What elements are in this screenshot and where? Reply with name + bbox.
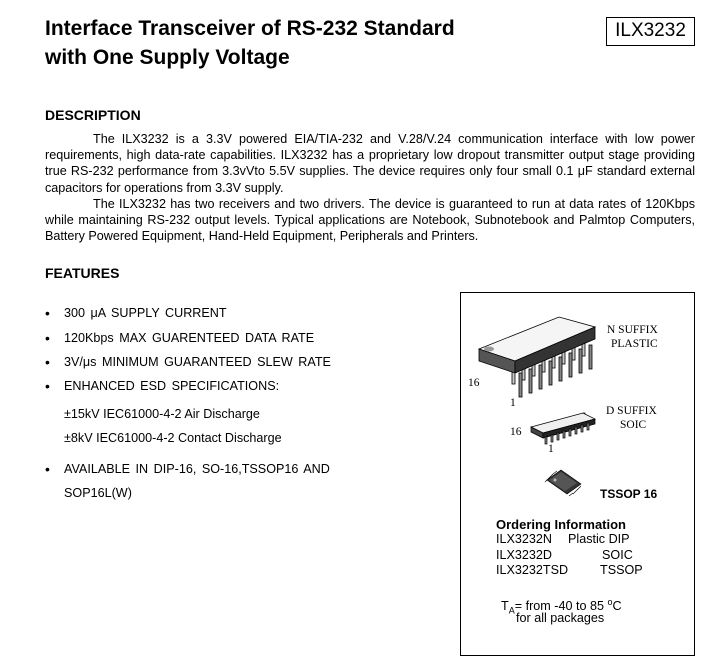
description-paragraph-2: The ILX3232 has two receivers and two drivers. The device is guaranteed to run at data rates of 120Kbps while maintaining RS-232 output levels. Typical applications are Notebook, Subnotebook and Palmtop Computers, Battery Powered Equipment, Hand-Held Equipment, Peripherals and Printers. (45, 196, 695, 244)
feature-text: 3V/μs MINIMUM GUARANTEED SLEW RATE (64, 355, 331, 369)
ordering-part-1: ILX3232N (496, 532, 553, 546)
d-suffix-soic: SOIC (620, 419, 647, 431)
bullet-icon: • (45, 461, 50, 477)
feature-item (45, 379, 279, 393)
temp-unit: C (612, 599, 622, 614)
ordering-heading: Ordering Information (496, 517, 626, 532)
ordering-part-2: ILX3232D (496, 548, 553, 562)
n-suffix-plastic: PLASTIC (611, 338, 658, 350)
bullet-icon: • (45, 330, 50, 346)
ordering-pkg-1: Plastic DIP (568, 532, 630, 546)
bullet-icon: • (45, 378, 50, 394)
dip-pin1-label: 1 (510, 397, 516, 409)
feature-item (45, 331, 314, 345)
ordering-pkg-3: TSSOP (600, 563, 643, 577)
feature-text: ENHANCED ESD SPECIFICATIONS: (64, 379, 280, 393)
d-suffix-label: D SUFFIX (606, 405, 657, 417)
temp-range-text: = from -40 to 85 (514, 599, 608, 614)
soic16-package-icon (527, 411, 599, 445)
title-line-2: with One Supply Voltage (45, 46, 290, 69)
dip-pin16-label: 16 (468, 377, 480, 389)
temperature-note: for all packages (516, 611, 605, 625)
n-suffix-label: N SUFFIX (607, 324, 658, 336)
tssop16-package-icon (543, 468, 585, 498)
description-paragraph-1: The ILX3232 is a 3.3V powered EIA/TIA-232 and V.28/V.24 communication interface with low power requirements, high data-rate capabilities. ILX3232 has a proprietary low dropout transmitter output stage providing true RS-232 performance from 3.3vVto 5.5V supplies. The device requires only four small 0.1 μF standard external capacitors for operations from 3.3V supply. (45, 132, 695, 195)
ordering-part-3: ILX3232TSD (496, 563, 569, 577)
description-body (45, 131, 695, 244)
package-info-box (460, 292, 695, 656)
title-line-1: Interface Transceiver of RS-232 Standard (45, 17, 455, 40)
soic-pin16-label: 16 (510, 426, 522, 438)
feature-item-availability (45, 462, 330, 476)
esd-contact-discharge: ±8kV IEC61000-4-2 Contact Discharge (64, 431, 282, 445)
bullet-icon: • (45, 354, 50, 370)
feature-item (45, 306, 227, 320)
bullet-icon: • (45, 305, 50, 321)
description-heading: DESCRIPTION (45, 107, 141, 123)
temp-symbol: T (501, 599, 509, 614)
feature-text: 300 μA SUPPLY CURRENT (64, 306, 227, 320)
ordering-pkg-2: SOIC (602, 548, 633, 562)
soic-pin1-label: 1 (548, 443, 554, 455)
temp-subscript: A (508, 605, 515, 616)
degree-symbol: o (607, 597, 613, 607)
esd-air-discharge: ±15kV IEC61000-4-2 Air Discharge (64, 407, 260, 421)
feature-item (45, 355, 331, 369)
feature-text: 120Kbps MAX GUARENTEED DATA RATE (64, 331, 315, 345)
feature-text: AVAILABLE IN DIP-16, SO-16,TSSOP16 AND (64, 462, 330, 476)
tssop-label: TSSOP 16 (600, 487, 658, 501)
features-heading: FEATURES (45, 265, 120, 281)
feature-text-continued: SOP16L(W) (64, 486, 132, 500)
part-number-badge: ILX3232 (606, 17, 695, 46)
dip16-package-icon (473, 315, 608, 410)
document-title (45, 14, 455, 72)
